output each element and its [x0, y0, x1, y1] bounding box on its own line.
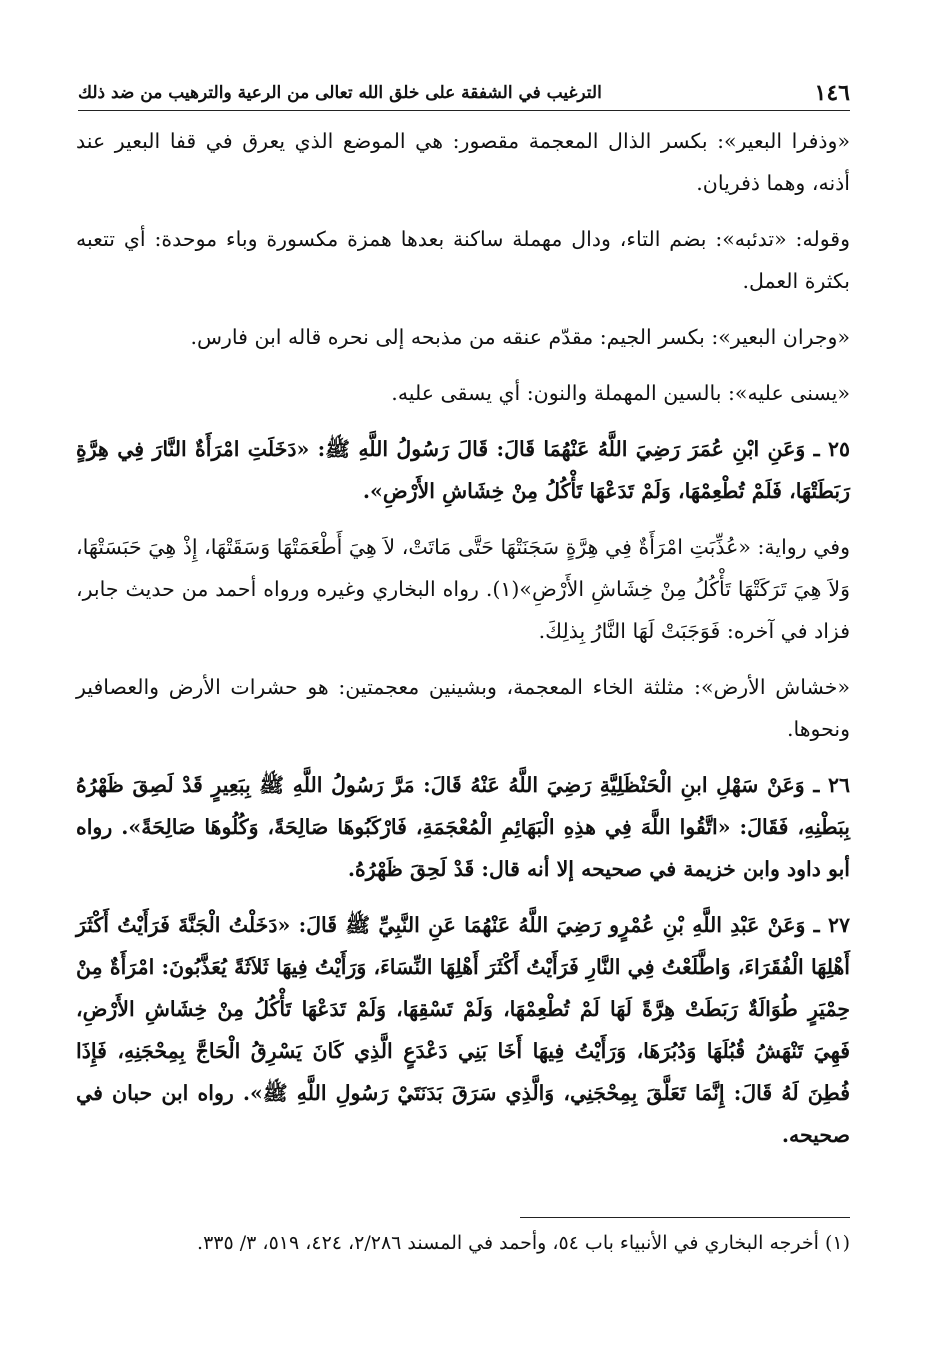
page-body: [76, 120, 850, 1170]
gloss-dhifra: «وذفرا البعير»: بكسر الذال المعجمة مقصور: هي الموضع الذي يعرق في قفا البعير عند أذنه، وهما ذفريان.: [76, 129, 850, 195]
hadith-25: ٢٥ ـ وَعَنِ ابْنِ عُمَرَ رَضِيَ اللَّهُ عَنْهُمَا قَالَ: قَالَ رَسُولُ اللَّهِ ﷺ: «دَخَلَتِ امْرَأَةٌ النَّارَ فِي هِرَّةٍ رَبَطَتْهَا، فَلَمْ تُطْعِمْهَا، وَلَمْ تَدَعْهَا تَأْكُلُ مِنْ خِشَاشِ الأَرْضِ».: [76, 437, 850, 503]
gloss-tudibuhu: وقوله: «تدئبه»: بضم التاء، ودال مهملة ساكنة بعدها همزة مكسورة وباء موحدة: أي تتعبه بكثرة العمل.: [76, 227, 850, 293]
gloss-khashash: «خشاش الأرض»: مثلثة الخاء المعجمة، وبشينين معجمتين: هو حشرات الأرض والعصافير ونحوها.: [76, 675, 850, 741]
hadith-25-narration: وفي رواية: «عُذِّبَتِ امْرَأَةٌ فِي هِرَّةٍ سَجَنَتْهَا حَتَّى مَاتَتْ، لاَ هِيَ أَطْعَمَتْهَا وَسَقَتْهَا، إِذْ هِيَ حَبَسَتْهَا، وَلاَ هِيَ تَرَكَتْهَا تَأْكُلُ مِنْ خِشَاشِ الأَرْضِ»(١). رواه البخاري وغيره ورواه أحمد من حديث جابر، فزاد في آخره: فَوَجَبَتْ لَهَا النَّارُ بِذلِكَ.: [76, 535, 850, 643]
footnote-1: (١) أخرجه البخاري في الأنبياء باب ٥٤، وأحمد في المسند ٢/٢٨٦، ٤٢٤، ٥١٩، ٣/ ٣٣٥.: [197, 1232, 850, 1254]
hadith-26: ٢٦ ـ وَعَنْ سَهْلِ ابنِ الْحَنْظَلِيَّةِ رَضِيَ اللَّهُ عَنْهُ قَالَ: مَرَّ رَسُولُ اللَّهِ ﷺ بِبَعِيرٍ قَدْ لَصِقَ ظَهْرُهُ بِبَطْنِهِ، فَقَالَ: «اتَّقُوا اللَّهَ فِي هذِهِ الْبَهَائِمِ الْمُعْجَمَةِ، فَارْكَبُوهَا صَالِحَةً، وَكُلُوهَا صَالِحَةً». رواه أبو داود وابن خزيمة في صحيحه إلا أنه قال: قَدْ لَحِقَ ظَهْرُهُ.: [76, 773, 850, 881]
page-header: [78, 76, 850, 111]
footnotes: [76, 1226, 850, 1260]
hadith-27: ٢٧ ـ وَعَنْ عَبْدِ اللَّهِ بْنِ عُمْرٍو رَضِيَ اللَّهُ عَنْهُمَا عَنِ النَّبِيِّ ﷺ قَالَ: «دَخَلْتُ الْجَنَّةَ فَرَأَيْتُ أَكْثَرَ أَهْلِهَا الْفُقَرَاءَ، وَاطَّلَعْتُ فِي النَّارِ فَرَأَيْتُ أَكْثَرَ أَهْلِهَا النِّسَاءَ، وَرَأَيْتُ فِيهَا ثَلاَثَةً يُعَذَّبُونَ: امْرَأَةٌ مِنْ حِمْيَرٍ طُوَالَةٌ رَبَطَتْ هِرَّةً لَهَا لَمْ تُطْعِمْهَا، وَلَمْ تَسْقِهَا، وَلَمْ تَدَعْهَا تَأْكُلُ مِنْ خِشَاشِ الأَرْضِ، فَهِيَ تَنْهَشُ قُبُلَهَا وَدُبُرَهَا، وَرَأَيْتُ فِيهَا أَخَا بَنِي دَعْدَعٍ الَّذِي كَانَ يَسْرِقُ الْحَاجَّ بِمِحْجَنِهِ، فَإِذَا فُطِنَ لَهُ قَالَ: إِنَّمَا تَعَلَّقَ بِمِحْجَنِي، وَالَّذِي سَرَقَ بَدَنَتَيْ رَسُولِ اللَّهِ ﷺ». رواه ابن حبان في صحيحه.: [76, 913, 850, 1147]
running-title: الترغيب في الشفقة على خلق الله تعالى من الرعية والترهيب من ضد ذلك: [78, 83, 602, 103]
gloss-jiran: «وجران البعير»: بكسر الجيم: مقدّم عنقه من مذبحه إلى نحره قاله ابن فارس.: [190, 325, 850, 349]
footnote-separator: [520, 1217, 850, 1218]
page-number: ١٤٦: [814, 80, 850, 106]
gloss-yusna: «يسنى عليه»: بالسين المهملة والنون: أي يسقى عليه.: [391, 381, 850, 405]
